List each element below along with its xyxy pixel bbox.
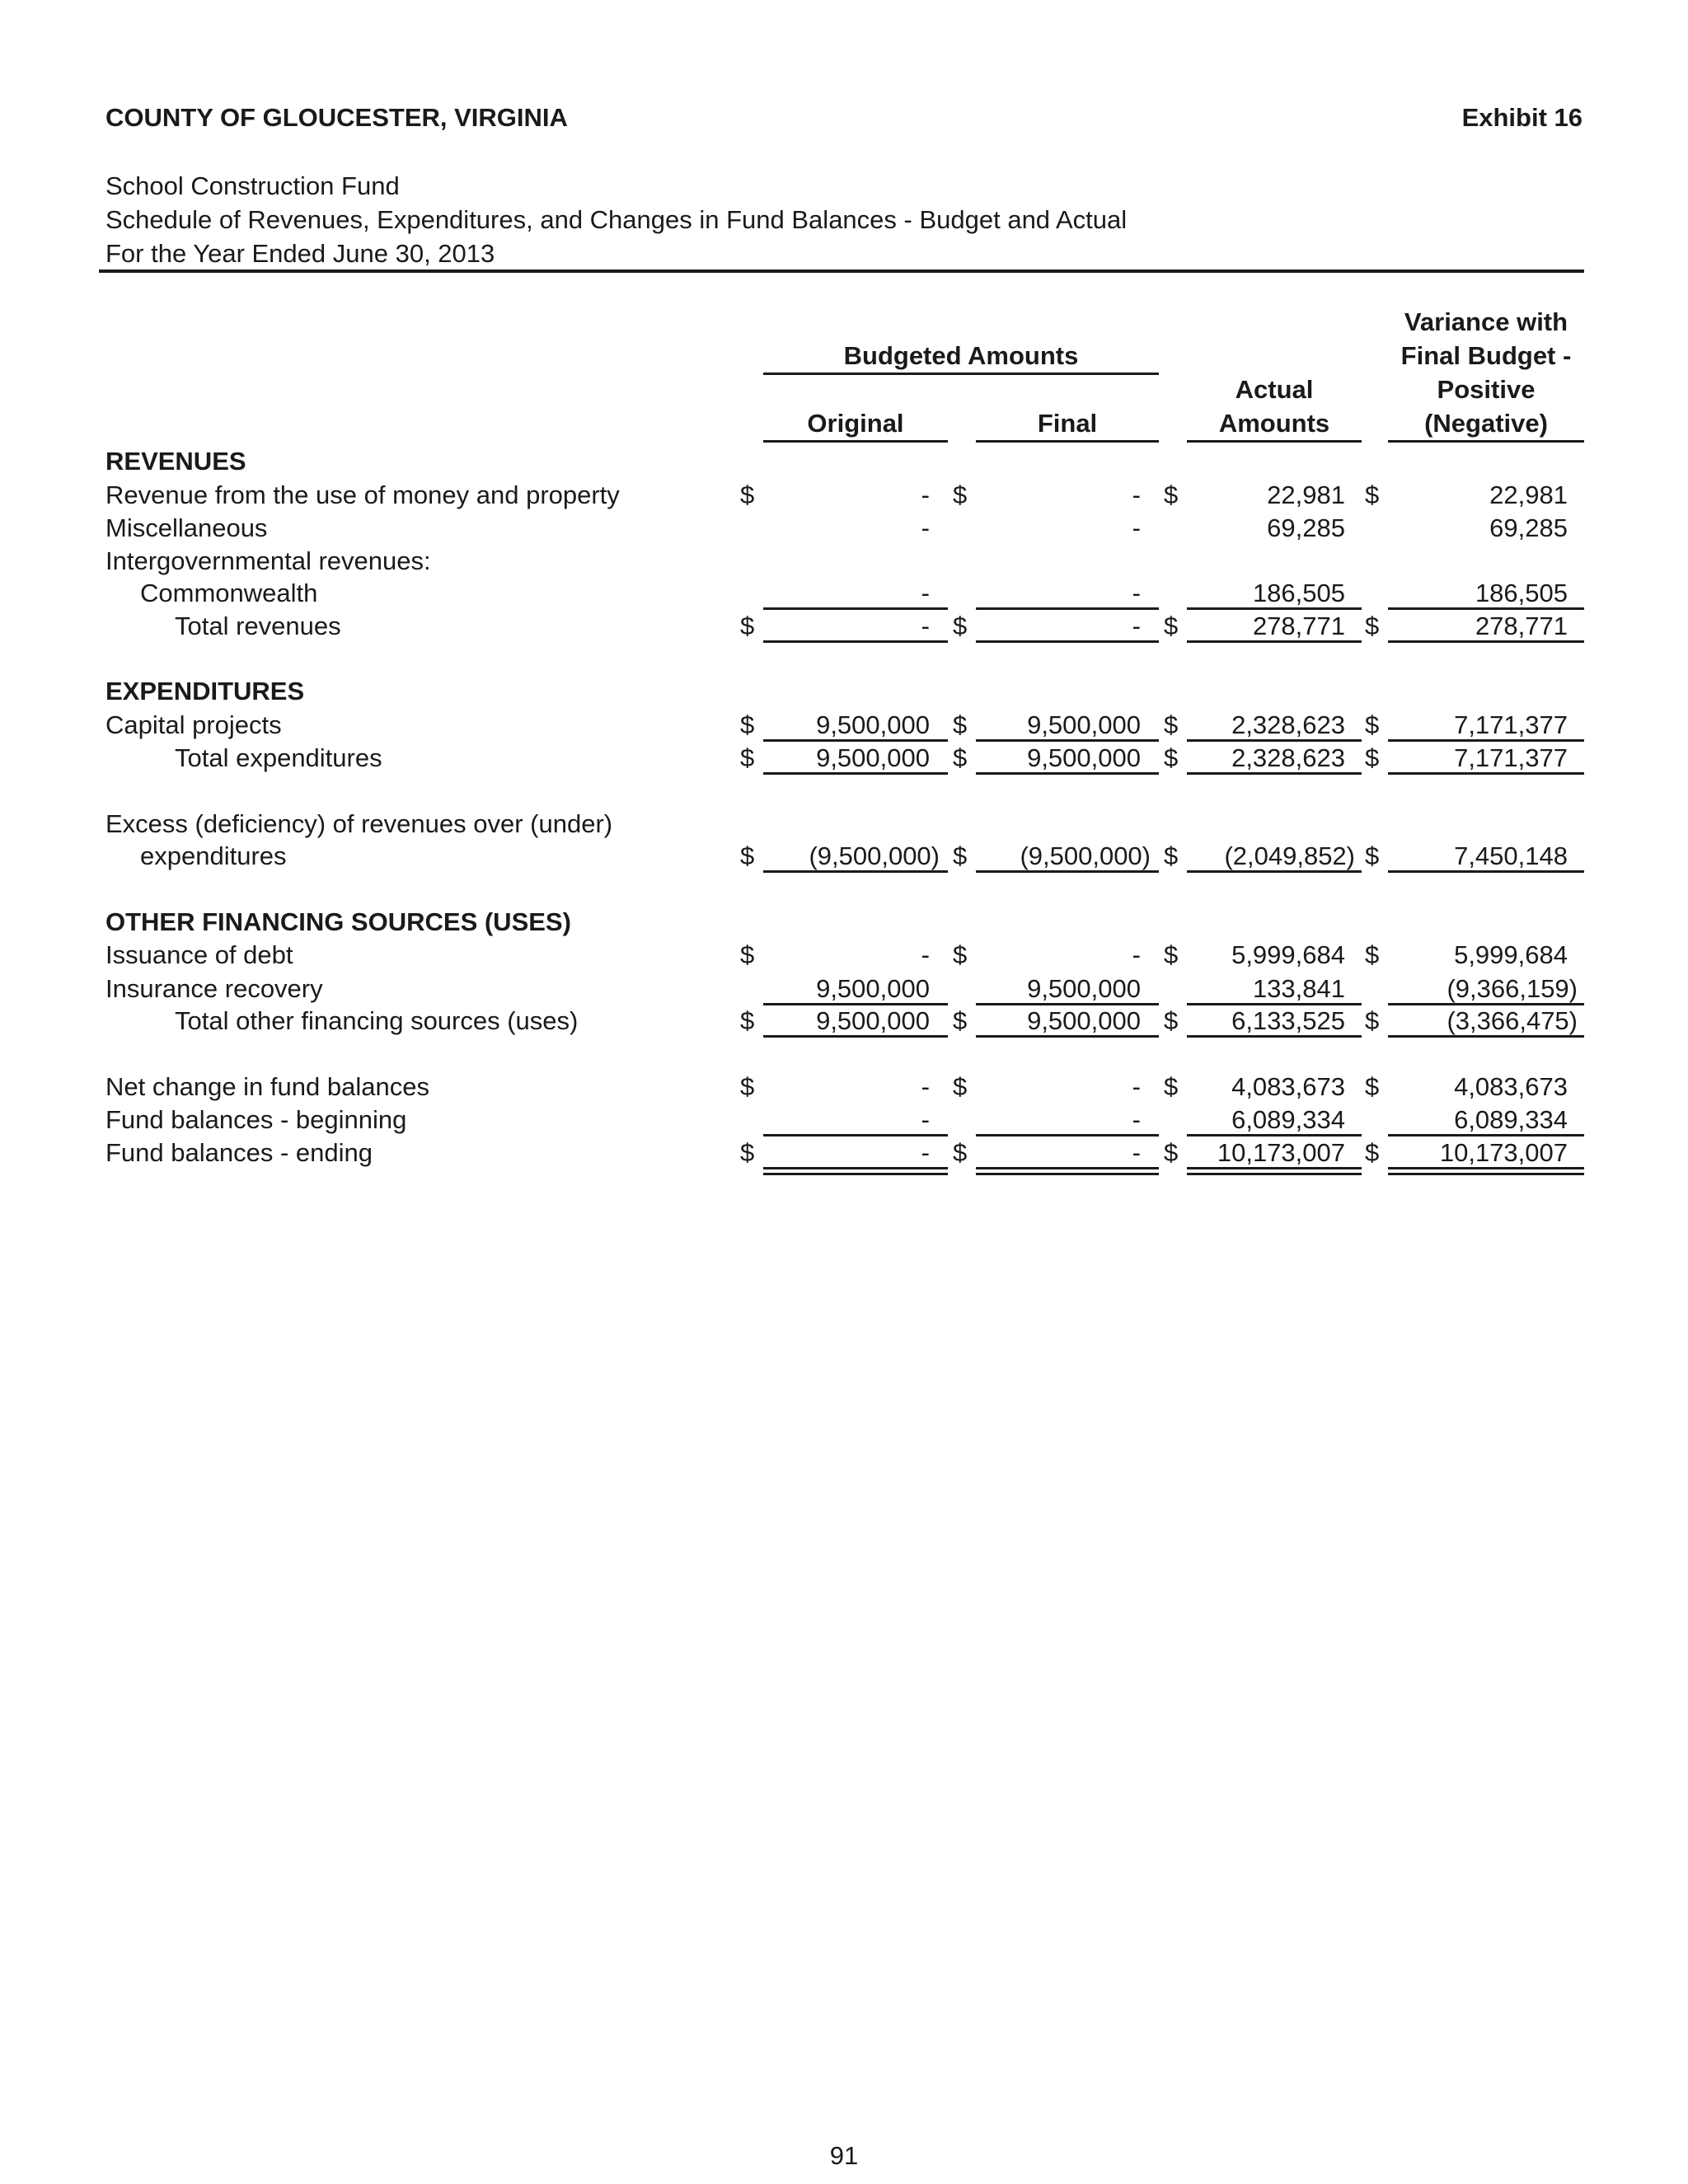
amount-actual: 186,505 xyxy=(1252,579,1345,607)
amount-original: 9,500,000 xyxy=(816,974,930,1003)
total-underline xyxy=(976,772,1159,775)
total-underline xyxy=(976,739,1159,742)
amount-original: - xyxy=(921,1105,930,1134)
amount-final: - xyxy=(1132,1072,1141,1101)
total-underline xyxy=(1187,607,1362,610)
amount-original: 9,500,000 xyxy=(816,1006,930,1035)
schedule-title: Schedule of Revenues, Expenditures, and Changes in Fund Balances - Budget and Actual xyxy=(106,205,1128,234)
total-underline xyxy=(1388,1167,1584,1169)
dollar-sign: $ xyxy=(740,612,755,640)
total-underline xyxy=(1187,640,1362,643)
dollar-sign: $ xyxy=(953,710,968,739)
amount-variance: 5,999,684 xyxy=(1454,940,1568,969)
total-underline xyxy=(976,640,1159,643)
amount-variance: 6,089,334 xyxy=(1454,1105,1568,1134)
dollar-sign: $ xyxy=(953,940,968,969)
amount-variance: 186,505 xyxy=(1475,579,1568,607)
total-underline xyxy=(1388,739,1584,742)
total-underline xyxy=(976,870,1159,873)
amount-variance: 278,771 xyxy=(1475,612,1568,640)
dollar-sign: $ xyxy=(740,841,755,870)
total-underline xyxy=(1388,640,1584,643)
amount-final: 9,500,000 xyxy=(1027,710,1141,739)
total-underline xyxy=(976,1167,1159,1169)
dollar-sign: $ xyxy=(953,1006,968,1035)
col-variance-heading-1: Variance with xyxy=(1404,307,1568,336)
dollar-sign: $ xyxy=(1365,480,1380,509)
dollar-sign: $ xyxy=(1365,743,1380,772)
dollar-sign: $ xyxy=(953,841,968,870)
amount-actual: 2,328,623 xyxy=(1231,710,1345,739)
period-label: For the Year Ended June 30, 2013 xyxy=(106,239,495,268)
total-underline xyxy=(1388,1003,1584,1005)
row-label: Net change in fund balances xyxy=(106,1072,429,1101)
dollar-sign: $ xyxy=(740,710,755,739)
total-underline xyxy=(1187,870,1362,873)
amount-actual: 5,999,684 xyxy=(1231,940,1345,969)
total-underline xyxy=(1187,1134,1362,1137)
page-number: 91 xyxy=(829,2141,859,2170)
row-label: Issuance of debt xyxy=(106,940,293,969)
amount-variance: 22,981 xyxy=(1489,480,1568,509)
dollar-sign: $ xyxy=(740,743,755,772)
row-label: Total other financing sources (uses) xyxy=(175,1006,579,1035)
dollar-sign: $ xyxy=(1164,612,1179,640)
dollar-sign: $ xyxy=(1164,480,1179,509)
total-underline xyxy=(1388,772,1584,775)
row-label: Total revenues xyxy=(175,612,341,640)
row-label: Insurance recovery xyxy=(106,974,323,1003)
col-variance-heading-3: Positive xyxy=(1437,375,1536,404)
amount-variance: 10,173,007 xyxy=(1439,1138,1568,1167)
row-label: expenditures xyxy=(140,841,287,870)
col-final-heading: Final xyxy=(1037,409,1098,438)
fund-name: School Construction Fund xyxy=(106,171,400,200)
dollar-sign: $ xyxy=(1164,710,1179,739)
amount-actual: 22,981 xyxy=(1267,480,1345,509)
amount-original: - xyxy=(921,940,930,969)
amount-final: - xyxy=(1132,612,1141,640)
dollar-sign: $ xyxy=(1365,940,1380,969)
amount-actual: 278,771 xyxy=(1252,612,1345,640)
dollar-sign: $ xyxy=(953,480,968,509)
row-label: Excess (deficiency) of revenues over (under) xyxy=(106,809,613,838)
amount-original: - xyxy=(921,1138,930,1167)
amount-actual: (2,049,852) xyxy=(1224,841,1355,870)
amount-actual: 2,328,623 xyxy=(1231,743,1345,772)
dollar-sign: $ xyxy=(1164,1072,1179,1101)
section-expenditures: EXPENDITURES xyxy=(106,677,305,705)
amount-actual: 10,173,007 xyxy=(1217,1138,1345,1167)
dollar-sign: $ xyxy=(1164,841,1179,870)
total-underline xyxy=(763,607,948,610)
total-underline xyxy=(1388,607,1584,610)
row-label: Revenue from the use of money and property xyxy=(106,480,620,509)
amount-final: - xyxy=(1132,579,1141,607)
dollar-sign: $ xyxy=(740,480,755,509)
total-underline xyxy=(1388,1035,1584,1038)
dollar-sign: $ xyxy=(1365,1072,1380,1101)
entity-title: COUNTY OF GLOUCESTER, VIRGINIA xyxy=(106,103,568,132)
amount-final: - xyxy=(1132,940,1141,969)
amount-variance: 7,450,148 xyxy=(1454,841,1568,870)
dollar-sign: $ xyxy=(740,1072,755,1101)
amount-original: - xyxy=(921,612,930,640)
dollar-sign: $ xyxy=(1365,710,1380,739)
total-double-underline xyxy=(1388,1173,1584,1175)
dollar-sign: $ xyxy=(953,743,968,772)
col-variance-heading-4: (Negative) xyxy=(1424,409,1548,438)
header-rule xyxy=(99,269,1584,273)
total-underline xyxy=(763,870,948,873)
total-underline xyxy=(1187,739,1362,742)
total-underline xyxy=(976,1035,1159,1038)
dollar-sign: $ xyxy=(1164,743,1179,772)
amount-actual: 6,133,525 xyxy=(1231,1006,1345,1035)
exhibit-label: Exhibit 16 xyxy=(1461,103,1582,132)
amount-original: 9,500,000 xyxy=(816,710,930,739)
dollar-sign: $ xyxy=(740,1006,755,1035)
section-revenues: REVENUES xyxy=(106,447,246,476)
total-underline xyxy=(1388,1134,1584,1137)
amount-final: - xyxy=(1132,1138,1141,1167)
amount-variance: (3,366,475) xyxy=(1447,1006,1578,1035)
row-label: Commonwealth xyxy=(140,579,318,607)
dollar-sign: $ xyxy=(953,1138,968,1167)
amount-original: - xyxy=(921,579,930,607)
col-variance-heading-2: Final Budget - xyxy=(1400,341,1572,370)
col-actual-rule xyxy=(1187,440,1362,443)
amount-variance: 7,171,377 xyxy=(1454,710,1568,739)
total-underline xyxy=(1187,772,1362,775)
amount-original: - xyxy=(921,1072,930,1101)
total-underline xyxy=(976,1003,1159,1005)
col-original-rule xyxy=(763,440,948,443)
budgeted-amounts-heading: Budgeted Amounts xyxy=(843,341,1079,370)
amount-final: - xyxy=(1132,480,1141,509)
total-underline xyxy=(763,739,948,742)
amount-final: 9,500,000 xyxy=(1027,1006,1141,1035)
col-variance-rule xyxy=(1388,440,1584,443)
budgeted-amounts-rule xyxy=(763,373,1159,375)
dollar-sign: $ xyxy=(740,940,755,969)
dollar-sign: $ xyxy=(1365,1006,1380,1035)
col-original-heading: Original xyxy=(807,409,904,438)
amount-original: - xyxy=(921,513,930,542)
row-label: Miscellaneous xyxy=(106,513,268,542)
amount-actual: 133,841 xyxy=(1252,974,1345,1003)
amount-final: (9,500,000) xyxy=(1020,841,1151,870)
amount-actual: 4,083,673 xyxy=(1231,1072,1345,1101)
row-label: Total expenditures xyxy=(175,743,382,772)
total-underline xyxy=(763,772,948,775)
amount-original: - xyxy=(921,480,930,509)
dollar-sign: $ xyxy=(1365,1138,1380,1167)
amount-variance: 4,083,673 xyxy=(1454,1072,1568,1101)
amount-actual: 69,285 xyxy=(1267,513,1345,542)
amount-variance: 7,171,377 xyxy=(1454,743,1568,772)
amount-actual: 6,089,334 xyxy=(1231,1105,1345,1134)
total-underline xyxy=(763,1003,948,1005)
dollar-sign: $ xyxy=(1365,612,1380,640)
dollar-sign: $ xyxy=(1164,1006,1179,1035)
amount-final: 9,500,000 xyxy=(1027,743,1141,772)
total-underline xyxy=(763,640,948,643)
total-underline xyxy=(763,1134,948,1137)
dollar-sign: $ xyxy=(740,1138,755,1167)
total-underline xyxy=(1187,1167,1362,1169)
row-label: Fund balances - ending xyxy=(106,1138,373,1167)
total-double-underline xyxy=(976,1173,1159,1175)
col-actual-heading-1: Actual xyxy=(1235,375,1314,404)
amount-original: (9,500,000) xyxy=(809,841,940,870)
total-double-underline xyxy=(763,1173,948,1175)
row-label: Intergovernmental revenues: xyxy=(106,546,431,575)
amount-variance: 69,285 xyxy=(1489,513,1568,542)
row-label: Capital projects xyxy=(106,710,282,739)
dollar-sign: $ xyxy=(1164,1138,1179,1167)
total-underline xyxy=(1187,1035,1362,1038)
dollar-sign: $ xyxy=(953,1072,968,1101)
amount-final: - xyxy=(1132,513,1141,542)
total-underline xyxy=(976,607,1159,610)
col-final-rule xyxy=(976,440,1159,443)
dollar-sign: $ xyxy=(953,612,968,640)
total-underline xyxy=(1388,870,1584,873)
total-underline xyxy=(763,1035,948,1038)
col-actual-heading-2: Amounts xyxy=(1218,409,1330,438)
amount-final: 9,500,000 xyxy=(1027,974,1141,1003)
total-underline xyxy=(763,1167,948,1169)
total-underline xyxy=(976,1134,1159,1137)
dollar-sign: $ xyxy=(1164,940,1179,969)
section-other-financing: OTHER FINANCING SOURCES (USES) xyxy=(106,907,571,936)
amount-final: - xyxy=(1132,1105,1141,1134)
total-double-underline xyxy=(1187,1173,1362,1175)
amount-original: 9,500,000 xyxy=(816,743,930,772)
row-label: Fund balances - beginning xyxy=(106,1105,407,1134)
dollar-sign: $ xyxy=(1365,841,1380,870)
amount-variance: (9,366,159) xyxy=(1447,974,1578,1003)
total-underline xyxy=(1187,1003,1362,1005)
